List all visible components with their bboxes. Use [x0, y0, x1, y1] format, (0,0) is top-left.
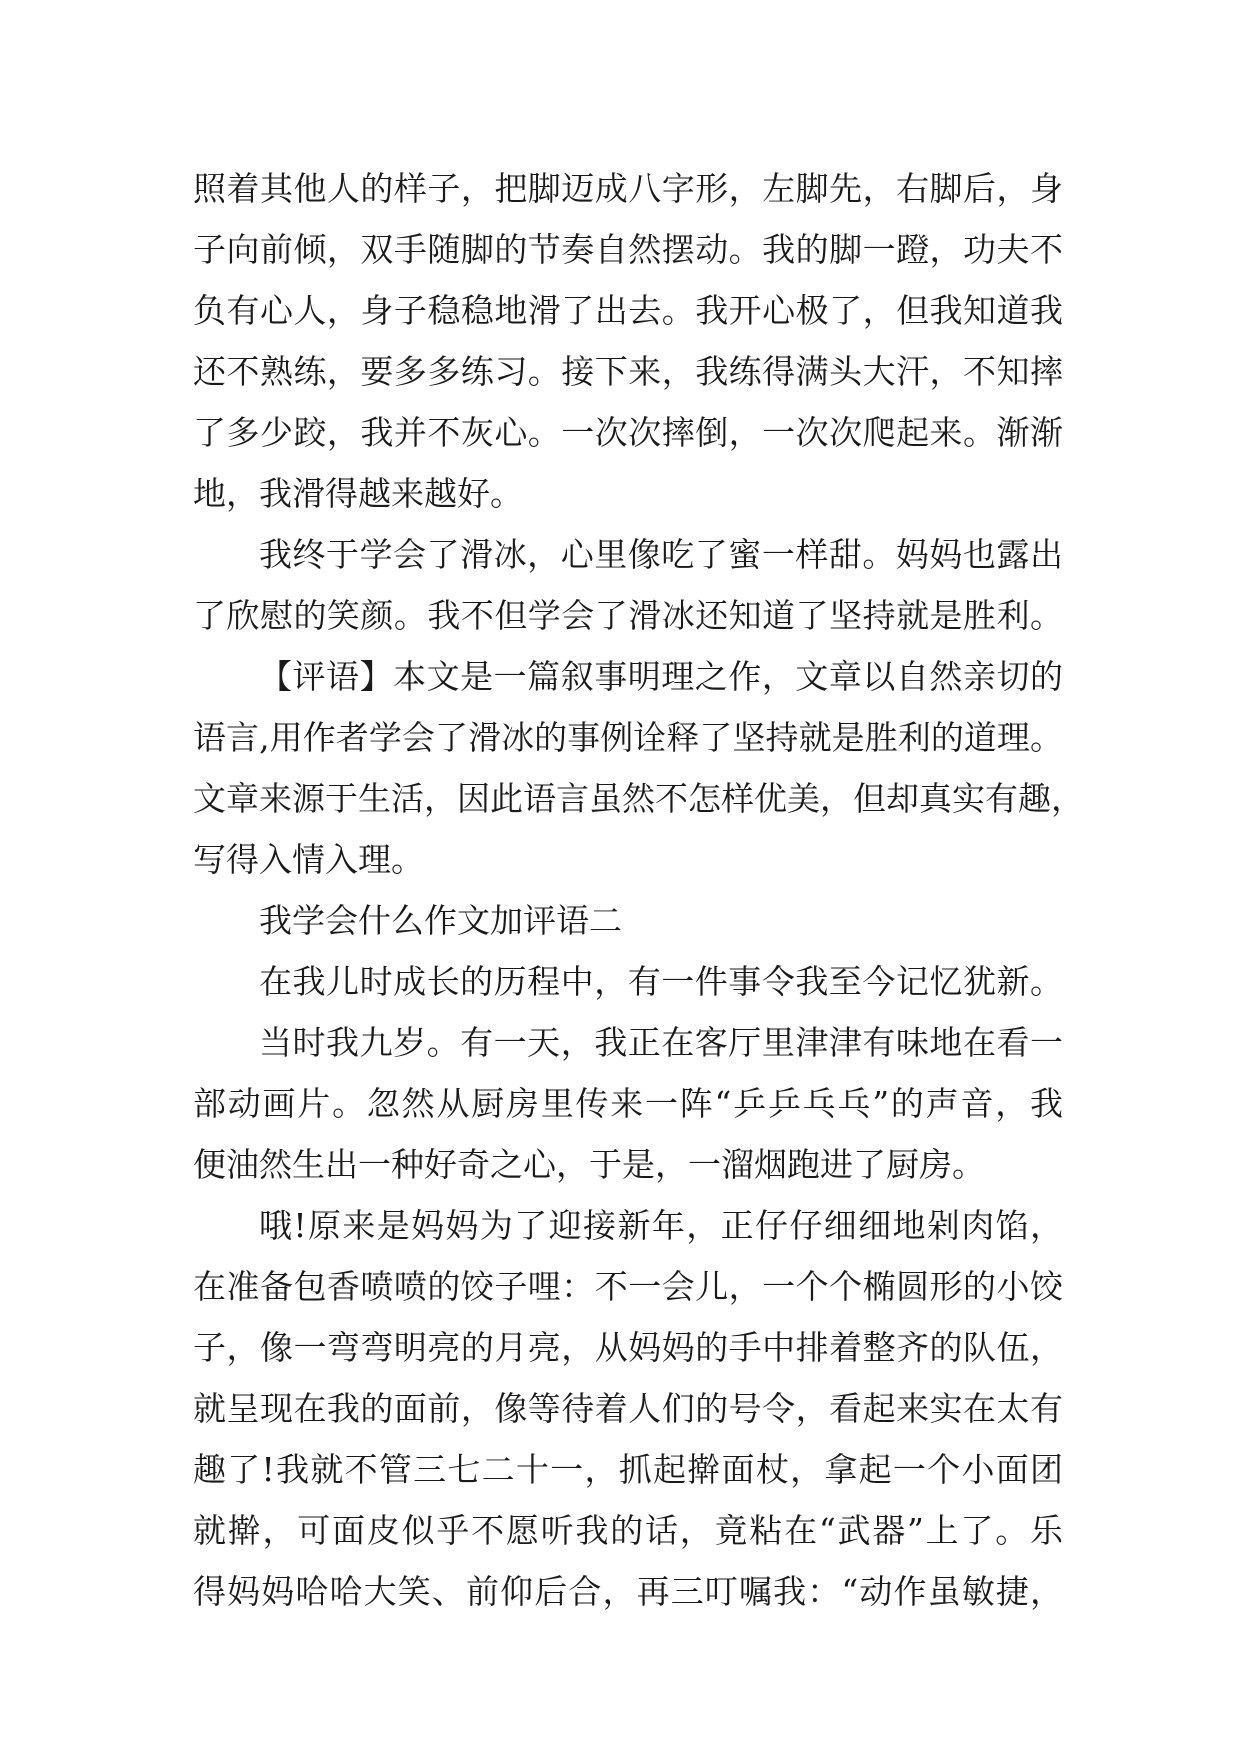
text-line: 负有心人，身子稳稳地滑了出去。我开心极了，但我知道我: [193, 291, 1063, 330]
text-line: 了欣慰的笑颜。我不但学会了滑冰还知道了坚持就是胜利。: [193, 596, 1063, 635]
text-line: 当时我九岁。有一天，我正在客厅里津津有味地在看一: [259, 1023, 1063, 1062]
text-line: 子向前倾，双手随脚的节奏自然摆动。我的脚一蹬，功夫不: [193, 230, 1063, 269]
text-line: 还不熟练，要多多练习。接下来，我练得满头大汗，不知摔: [193, 352, 1063, 391]
text-line: 就呈现在我的面前，像等待着人们的号令，看起来实在太有: [193, 1389, 1063, 1428]
text-line: 写得入情入理。: [193, 840, 424, 879]
text-line: 哦!原来是妈妈为了迎接新年，正仔仔细细地剁肉馅，: [259, 1206, 1063, 1245]
text-line: 我终于学会了滑冰，心里像吃了蜜一样甜。妈妈也露出: [259, 535, 1063, 574]
text-line: 趣了!我就不管三七二十一，抓起擀面杖，拿起一个小面团: [193, 1450, 1063, 1489]
text-line: 了多少跤，我并不灰心。一次次摔倒，一次次爬起来。渐渐: [193, 413, 1063, 452]
text-line: 我学会什么作文加评语二: [259, 901, 622, 940]
document-body: [193, 158, 1084, 1622]
text-line: 【评语】本文是一篇叙事明理之作，文章以自然亲切的: [259, 657, 1063, 696]
text-line: 得妈妈哈哈大笑、前仰后合，再三叮嘱我：“动作虽敏捷，: [193, 1572, 1063, 1611]
text-line: 在我儿时成长的历程中，有一件事令我至今记忆犹新。: [259, 962, 1063, 1001]
text-line: 便油然生出一种好奇之心，于是，一溜烟跑进了厨房。: [193, 1145, 985, 1184]
text-line: 文章来源于生活，因此语言虽然不怎样优美，但却真实有趣，: [193, 779, 1084, 818]
text-line: 子，像一弯弯明亮的月亮，从妈妈的手中排着整齐的队伍，: [193, 1328, 1063, 1367]
text-line: 在准备包香喷喷的饺子哩：不一会儿，一个个椭圆形的小饺: [193, 1267, 1063, 1306]
text-line: 就擀，可面皮似乎不愿听我的话，竟粘在“武器”上了。乐: [193, 1511, 1063, 1550]
text-line: 照着其他人的样子，把脚迈成八字形，左脚先，右脚后，身: [193, 169, 1063, 208]
text-line: 语言,用作者学会了滑冰的事例诠释了坚持就是胜利的道理。: [193, 718, 1063, 757]
text-line: 地，我滑得越来越好。: [193, 474, 523, 513]
text-line: 部动画片。忽然从厨房里传来一阵“乒乒乓乓”的声音，我: [193, 1084, 1063, 1123]
